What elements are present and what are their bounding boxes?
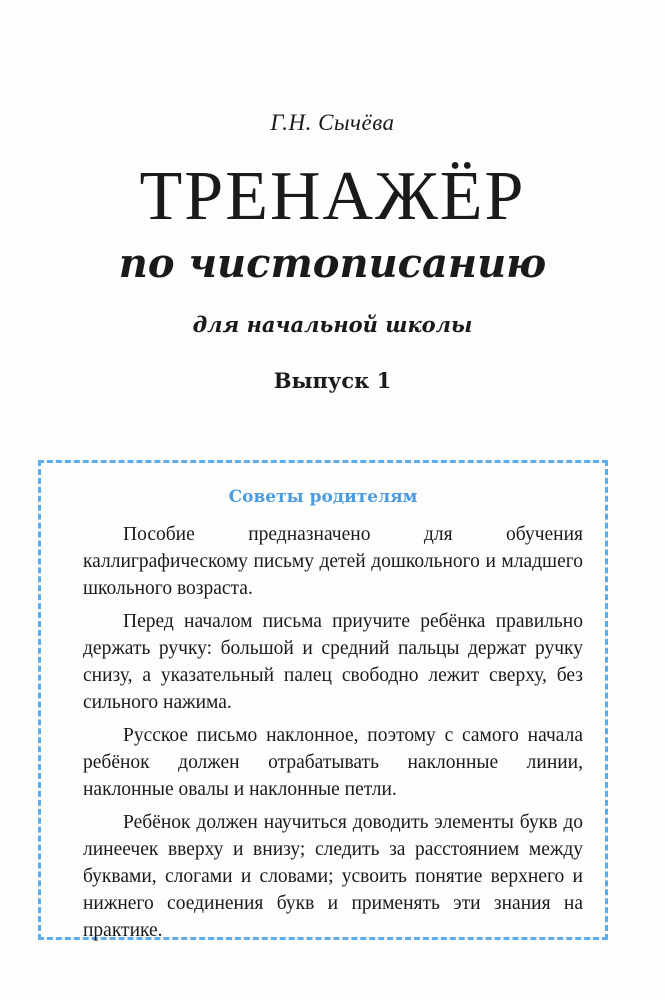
- author-name: Г.Н. Сычёва: [270, 110, 395, 135]
- issue-number: Выпуск 1: [273, 368, 392, 393]
- advice-box: [38, 460, 608, 940]
- advice-paragraph: Русское письмо наклонное, поэтому с самого начала ребёнок должен отрабатывать наклонные линии, наклонные овалы и наклонные петли.: [83, 725, 583, 800]
- book-audience: для начальной школы: [192, 312, 473, 337]
- advice-title: Советы родителям: [228, 487, 418, 507]
- advice-paragraph: Ребёнок должен научиться доводить элементы букв до линеечек вверху и внизу; следить за расстоянием между буквами, слогами и словами; усвоить понятие верхнего и нижнего соединения букв и применять эти знания на практике.: [83, 812, 583, 941]
- advice-paragraph: Перед началом письма приучите ребёнка правильно держать ручку: большой и средний пальцы держат ручку снизу, а указательный палец свободно лежит сверху, без сильного нажима.: [83, 611, 583, 713]
- advice-text: [83, 521, 583, 950]
- book-subtitle: по чистописанию: [118, 240, 547, 287]
- book-title: ТРЕНАЖЁР: [139, 158, 526, 235]
- advice-paragraph: Пособие предназначено для обучения каллиграфическому письму детей дошкольного и младшего школьного возраста.: [83, 524, 583, 599]
